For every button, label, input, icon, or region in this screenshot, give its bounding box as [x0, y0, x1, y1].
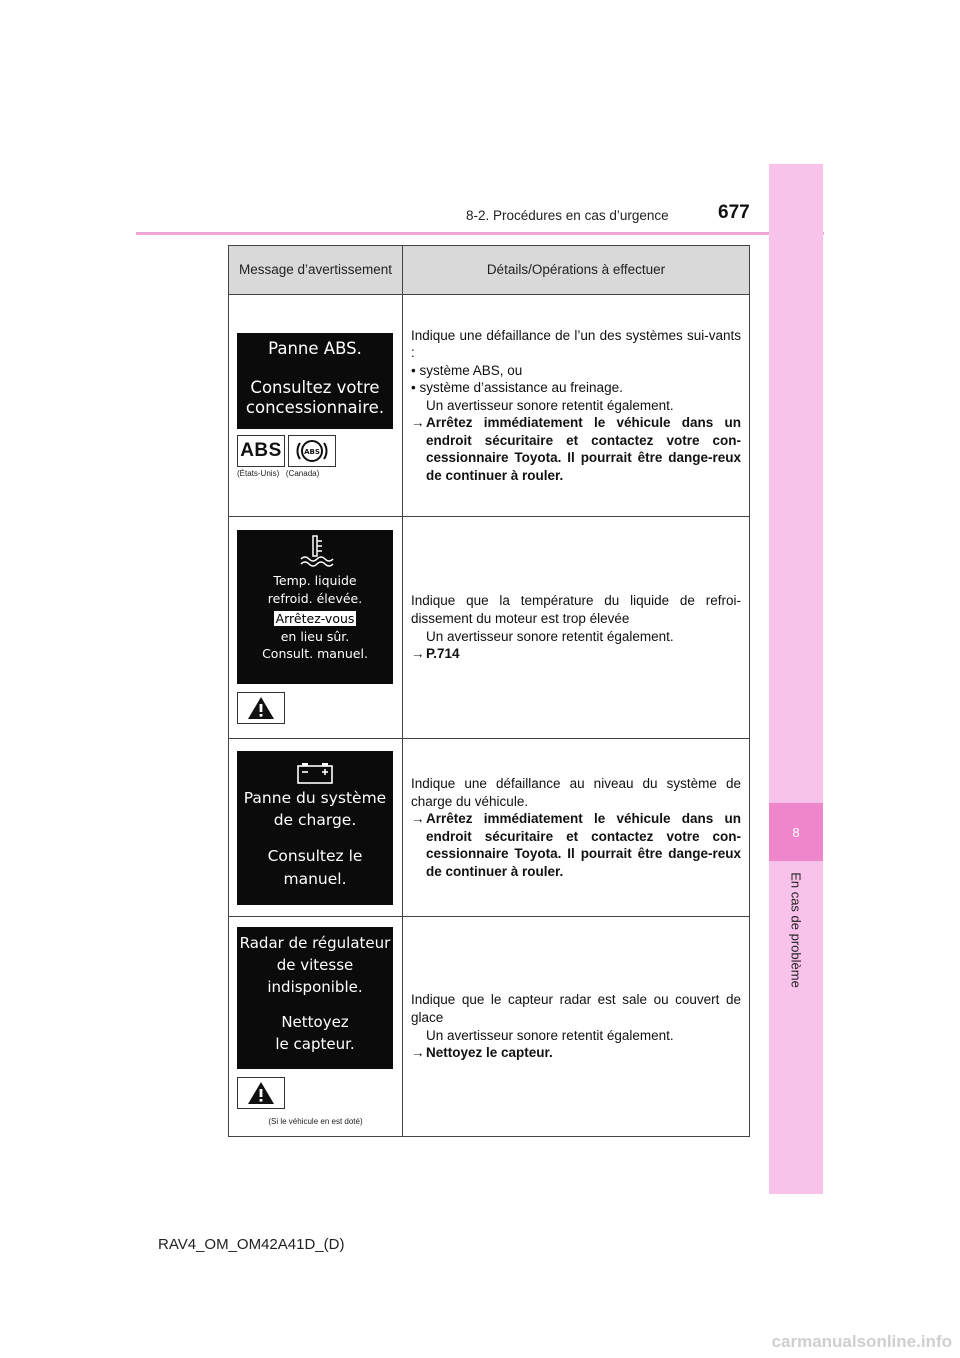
coolant-temp-icon: [295, 534, 335, 568]
details-intro: Indique que le capteur radar est sale ou couvert de glace: [411, 992, 741, 1025]
abs-icon: ABS: [237, 435, 285, 467]
screen-line: de vitesse: [276, 955, 354, 974]
header-rule: [136, 232, 824, 235]
icon-captions: [237, 469, 402, 478]
screen-line: Panne du système: [243, 788, 387, 807]
table-row: [229, 517, 750, 739]
screen-line: Temp. liquide: [273, 573, 357, 588]
screen-line: de charge.: [273, 810, 357, 829]
display-screen: [237, 927, 393, 1069]
display-screen: [237, 751, 393, 905]
action-text: → Nettoyez le capteur.: [411, 1045, 553, 1061]
header-message: Message d’avertissement: [229, 246, 403, 295]
buzzer-note: Un avertisseur sonore retentit également.: [426, 1027, 674, 1043]
table-header: [229, 246, 750, 295]
warning-table: [228, 245, 750, 1137]
message-cell: [229, 917, 403, 1137]
warning-triangle-icon: [237, 1077, 285, 1109]
action-text: → Arrêtez immédiatement le véhicule dans un endroit sécuritaire et contactez votre con-cessionnaire Toyota. Il pourrait être dange-reux de continuer à rouler.: [411, 811, 741, 879]
details-intro: Indique une défaillance de l’un des systèmes sui-vants :: [411, 327, 741, 361]
warning-triangle-icon: [237, 692, 285, 724]
caption-canada: (Canada): [285, 469, 320, 478]
document-code: RAV4_OM_OM42A41D_(D): [158, 1236, 345, 1253]
abs-circle-label: ABS: [304, 448, 320, 456]
table-row: [229, 295, 750, 517]
screen-line: en lieu sûr.: [280, 628, 350, 644]
message-cell: [229, 739, 403, 917]
details-cell: [403, 517, 750, 739]
optional-caption: (Si le véhicule en est doté): [268, 1117, 363, 1126]
buzzer-note: Un avertisseur sonore retentit également.: [426, 397, 674, 413]
screen-line: Radar de régulateur: [239, 934, 391, 952]
bullet-item: • système ABS, ou: [411, 362, 523, 378]
display-screen: [237, 530, 393, 684]
screen-line: Consultez votre: [250, 377, 380, 397]
message-cell: [229, 295, 403, 517]
table-row: [229, 739, 750, 917]
bullet-item: • système d’assistance au freinage.: [411, 380, 623, 396]
screen-line: le capteur.: [275, 1035, 355, 1053]
caption-usa: (États-Unis): [237, 469, 280, 478]
page-number: 677: [718, 202, 750, 223]
details-intro: Indique que la température du liquide de refroi-dissement du moteur est trop élevée: [411, 593, 741, 626]
message-cell: [229, 517, 403, 739]
screen-highlight: Arrêtez-vous: [275, 611, 355, 626]
details-cell: [403, 917, 750, 1137]
details-cell: [403, 739, 750, 917]
table-row: [229, 917, 750, 1137]
indicator-icons: [237, 429, 402, 467]
screen-line: Consult. manuel.: [262, 646, 368, 661]
action-text: → Arrêtez immédiatement le véhicule dans un endroit sécuritaire et contactez votre con-cessionnaire Toyota. Il pourrait être dange-reux de continuer à rouler.: [411, 415, 741, 483]
battery-icon: [295, 761, 335, 785]
chapter-number: 8: [769, 803, 823, 861]
page-reference: → P.714: [411, 646, 460, 662]
screen-line: indisponible.: [267, 977, 363, 996]
chapter-title: En cas de problème: [788, 872, 804, 988]
details-intro: Indique une défaillance au niveau du système de charge du véhicule.: [411, 776, 741, 809]
screen-line: Panne ABS.: [268, 339, 362, 358]
details-cell: [403, 295, 750, 517]
header-details: Détails/Opérations à effectuer: [403, 246, 750, 295]
buzzer-note: Un avertisseur sonore retentit également.: [426, 628, 674, 644]
screen-line: Consultez le: [267, 847, 363, 866]
side-tab: [769, 164, 823, 1194]
watermark: carmanualsonline.info: [771, 1332, 952, 1351]
screen-line: manuel.: [283, 869, 347, 888]
display-screen: [237, 333, 393, 429]
screen-line: Nettoyez: [281, 1013, 349, 1032]
screen-line: concessionnaire.: [245, 398, 385, 418]
screen-line: refroid. élevée.: [267, 590, 363, 606]
section-title: 8-2. Procédures en cas d’urgence: [466, 208, 669, 223]
abs-circle-icon: [288, 435, 336, 467]
